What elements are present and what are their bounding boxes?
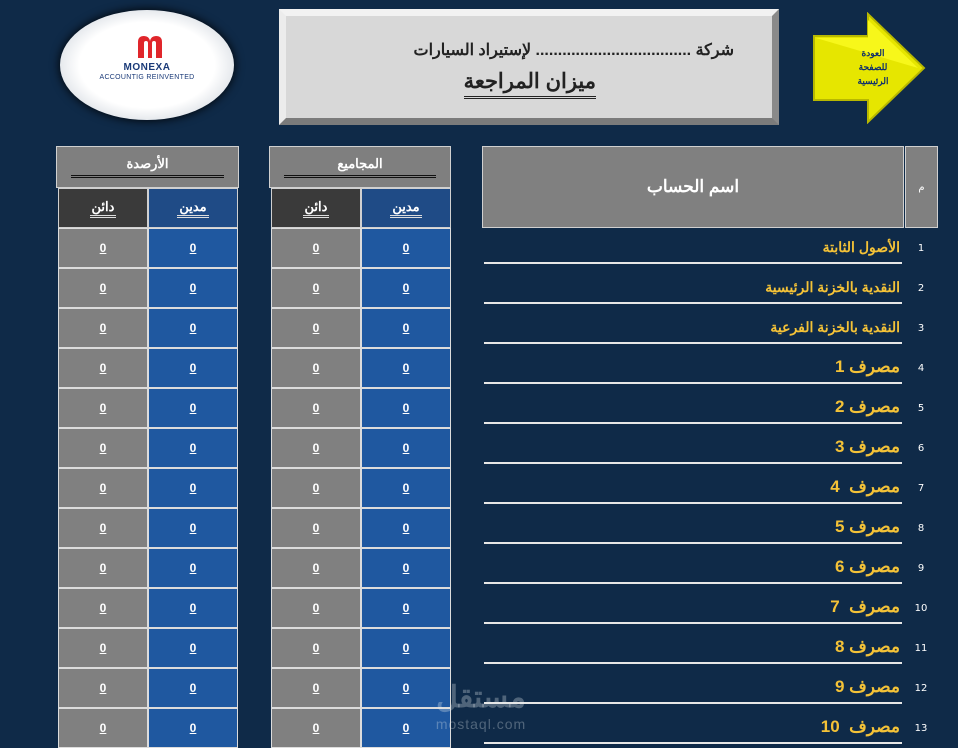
totals-credit-header: دائن bbox=[271, 188, 361, 228]
totals-credit-cell[interactable]: 0 bbox=[271, 388, 361, 428]
balances-debit-cell[interactable]: 0 bbox=[148, 628, 238, 668]
totals-debit-cell[interactable]: 0 bbox=[361, 708, 451, 748]
account-name: النقدية بالخزنة الرئيسية bbox=[484, 268, 902, 304]
balances-debit-cell[interactable]: 0 bbox=[148, 468, 238, 508]
totals-credit-cell[interactable]: 0 bbox=[271, 548, 361, 588]
balances-credit-cell[interactable]: 0 bbox=[58, 668, 148, 708]
column-header-number: م bbox=[905, 146, 938, 228]
totals-debit-header: مدين bbox=[361, 188, 451, 228]
balances-debit-cell[interactable]: 0 bbox=[148, 668, 238, 708]
totals-debit-cell[interactable]: 0 bbox=[361, 428, 451, 468]
balances-credit-cell[interactable]: 0 bbox=[58, 628, 148, 668]
table-row bbox=[0, 708, 958, 748]
monexa-logo-icon bbox=[136, 34, 164, 60]
totals-debit-cell[interactable]: 0 bbox=[361, 508, 451, 548]
account-name: مصرف 5 bbox=[484, 508, 902, 544]
balances-credit-cell[interactable]: 0 bbox=[58, 508, 148, 548]
balances-credit-cell[interactable]: 0 bbox=[58, 708, 148, 748]
row-number: 3 bbox=[917, 322, 925, 334]
totals-credit-cell[interactable]: 0 bbox=[271, 668, 361, 708]
balances-debit-cell[interactable]: 0 bbox=[148, 588, 238, 628]
table-row bbox=[0, 268, 958, 308]
balances-credit-cell[interactable]: 0 bbox=[58, 548, 148, 588]
row-number: 4 bbox=[917, 362, 925, 374]
watermark-arabic: مستقل bbox=[436, 681, 526, 714]
page-title: ميزان المراجعة bbox=[464, 68, 596, 99]
table-row bbox=[0, 588, 958, 628]
table-row bbox=[0, 428, 958, 468]
totals-debit-cell[interactable]: 0 bbox=[361, 268, 451, 308]
account-name: مصرف 9 bbox=[484, 668, 902, 704]
table-row bbox=[0, 348, 958, 388]
balances-debit-cell[interactable]: 0 bbox=[148, 388, 238, 428]
balances-debit-cell[interactable]: 0 bbox=[148, 268, 238, 308]
balances-credit-header: دائن bbox=[58, 188, 148, 228]
column-header-account-name: اسم الحساب bbox=[482, 146, 904, 228]
account-name: مصرف 10 bbox=[484, 708, 902, 744]
group-title-totals: المجاميع bbox=[284, 155, 436, 178]
row-number: 9 bbox=[917, 562, 925, 574]
row-number: 10 bbox=[914, 602, 928, 614]
back-button-label: العودة للصفحة الرئيسية bbox=[857, 48, 889, 86]
totals-credit-cell[interactable]: 0 bbox=[271, 708, 361, 748]
balances-credit-cell[interactable]: 0 bbox=[58, 388, 148, 428]
report-title-box bbox=[279, 9, 779, 125]
balances-credit-cell[interactable]: 0 bbox=[58, 228, 148, 268]
balances-debit-cell[interactable]: 0 bbox=[148, 548, 238, 588]
row-number: 7 bbox=[917, 482, 925, 494]
totals-debit-cell[interactable]: 0 bbox=[361, 588, 451, 628]
balances-debit-header: مدين bbox=[148, 188, 238, 228]
totals-debit-cell[interactable]: 0 bbox=[361, 348, 451, 388]
balances-credit-cell[interactable]: 0 bbox=[58, 588, 148, 628]
group-header-balances bbox=[56, 146, 239, 188]
totals-debit-cell[interactable]: 0 bbox=[361, 548, 451, 588]
balances-debit-cell[interactable]: 0 bbox=[148, 708, 238, 748]
row-number: 1 bbox=[917, 242, 925, 254]
table-row bbox=[0, 308, 958, 348]
totals-credit-cell[interactable]: 0 bbox=[271, 588, 361, 628]
account-name: مصرف 6 bbox=[484, 548, 902, 584]
totals-debit-cell[interactable]: 0 bbox=[361, 228, 451, 268]
account-name: النقدية بالخزنة الفرعية bbox=[484, 308, 902, 344]
totals-credit-cell[interactable]: 0 bbox=[271, 268, 361, 308]
watermark-latin: mostaql.com bbox=[435, 716, 527, 732]
row-number: 5 bbox=[917, 402, 925, 414]
company-name-line: شركة ................................... لإستيراد السيارات bbox=[413, 42, 734, 59]
row-number: 13 bbox=[914, 722, 928, 734]
balances-debit-cell[interactable]: 0 bbox=[148, 348, 238, 388]
account-name: مصرف 2 bbox=[484, 388, 902, 424]
group-title-balances: الأرصدة bbox=[71, 155, 224, 178]
balances-credit-cell[interactable]: 0 bbox=[58, 268, 148, 308]
balances-credit-cell[interactable]: 0 bbox=[58, 348, 148, 388]
table-row bbox=[0, 548, 958, 588]
table-row bbox=[0, 468, 958, 508]
totals-debit-cell[interactable]: 0 bbox=[361, 668, 451, 708]
totals-debit-cell[interactable]: 0 bbox=[361, 388, 451, 428]
logo-tagline: ACCOUNTIG REINVENTED bbox=[99, 74, 195, 81]
table-row bbox=[0, 388, 958, 428]
logo-name: MONEXA bbox=[123, 62, 171, 73]
row-number: 11 bbox=[914, 642, 928, 654]
row-number: 8 bbox=[917, 522, 925, 534]
totals-credit-cell[interactable]: 0 bbox=[271, 308, 361, 348]
totals-debit-cell[interactable]: 0 bbox=[361, 308, 451, 348]
totals-debit-cell[interactable]: 0 bbox=[361, 468, 451, 508]
balances-credit-cell[interactable]: 0 bbox=[58, 308, 148, 348]
account-name: مصرف 4 bbox=[484, 468, 902, 504]
account-name: مصرف 3 bbox=[484, 428, 902, 464]
balances-debit-cell[interactable]: 0 bbox=[148, 308, 238, 348]
balances-debit-cell[interactable]: 0 bbox=[148, 508, 238, 548]
account-name: مصرف 8 bbox=[484, 628, 902, 664]
account-name: الأصول الثابتة bbox=[484, 228, 902, 264]
company-logo bbox=[60, 10, 234, 120]
totals-credit-cell[interactable]: 0 bbox=[271, 348, 361, 388]
totals-debit-cell[interactable]: 0 bbox=[361, 628, 451, 668]
account-name: مصرف 1 bbox=[484, 348, 902, 384]
row-number: 6 bbox=[917, 442, 925, 454]
row-number: 2 bbox=[917, 282, 925, 294]
totals-credit-cell[interactable]: 0 bbox=[271, 508, 361, 548]
table-row bbox=[0, 508, 958, 548]
table-row bbox=[0, 228, 958, 268]
table-row bbox=[0, 668, 958, 708]
totals-credit-cell[interactable]: 0 bbox=[271, 228, 361, 268]
balances-debit-cell[interactable]: 0 bbox=[148, 228, 238, 268]
totals-credit-cell[interactable]: 0 bbox=[271, 428, 361, 468]
account-name: مصرف 7 bbox=[484, 588, 902, 624]
totals-credit-cell[interactable]: 0 bbox=[271, 468, 361, 508]
balances-credit-cell[interactable]: 0 bbox=[58, 468, 148, 508]
balances-credit-cell[interactable]: 0 bbox=[58, 428, 148, 468]
balances-debit-cell[interactable]: 0 bbox=[148, 428, 238, 468]
back-to-home-button[interactable] bbox=[810, 12, 926, 124]
totals-credit-cell[interactable]: 0 bbox=[271, 628, 361, 668]
row-number: 12 bbox=[914, 682, 928, 694]
table-row bbox=[0, 628, 958, 668]
group-header-totals bbox=[269, 146, 451, 188]
